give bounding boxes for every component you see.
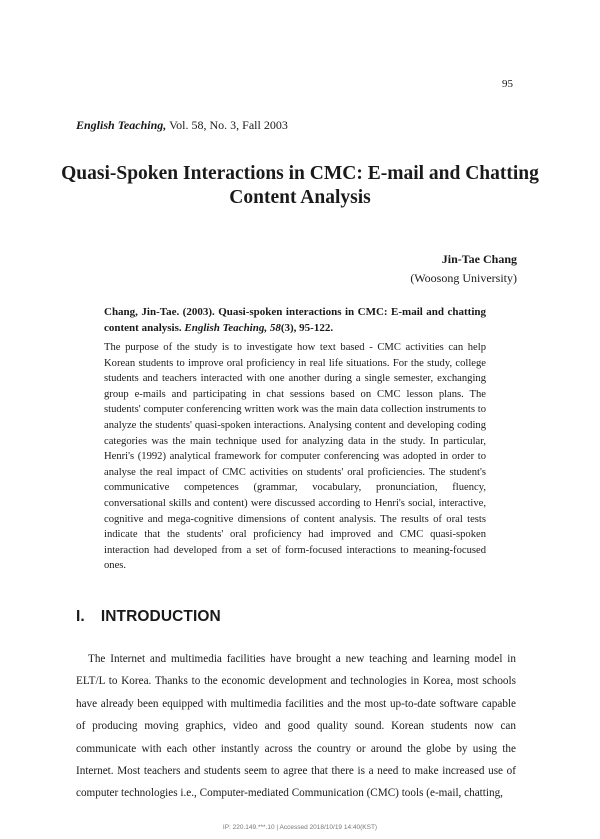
abstract: The purpose of the study is to investigate how text based - CMC activities can help Korean students to improve oral proficiency in real life situations. For the study, college students and teachers interacted with one another during a single semester, exchanging group e-mails and participating in chat sessions based on CMC lesson plans. The students' computer conferencing written work was the main data collection instruments to analyze the students' quasi-spoken interactions. Analysing content and developing coding categories was the main technique used for analyzing data in the study. In particular, Henri's (1992) analytical framework for computer conferencing was adopted in order to analyse the real impact of CMC activities on students' oral proficiencies. The student's communicative competences (grammar, vocabulary, pronunciation, fluency, conversational skills and content) were discussed according to Henri's social, interactive, cognitive and mega-cognitive dimensions of content analysis. The results of oral tests indicate that the students' oral proficiency had improved and CMC quasi-spoken interaction had developed from a set of form-focused interactions to meaning-focused ones. (104, 342, 486, 572)
section-heading (76, 608, 221, 626)
author-name: Jin-Tae Chang (441, 252, 517, 266)
citation (104, 304, 486, 336)
journal-name: English Teaching, (76, 118, 167, 132)
citation-suffix: (3), 95-122. (280, 322, 334, 334)
journal-details: Vol. 58, No. 3, Fall 2003 (169, 118, 288, 132)
paper-title: Quasi-Spoken Interactions in CMC: E-mail and Chatting Content Analysis (61, 163, 539, 208)
page-number: 95 (502, 78, 513, 90)
body-paragraph: The Internet and multimedia facilities have brought a new teaching and learning model in ELT/L to Korea. Thanks to the economic development and technologies in Korea, most schools have already been equipped with multimedia facilities and the most up-to-date software capable of producing moving graphics, video and good quality sound. Korean students now can communicate with each other instantly across the country or around the globe by using the Internet. Most teachers and students seem to agree that there is a need to make increased use of computer technologies i.e., Computer-mediated Communication (CMC) tools (e-mail, chatting, (76, 653, 516, 800)
access-footer: IP: 220.149.***.10 | Accessed 2018/10/19 14:40(KST) (222, 824, 378, 831)
section-number: I. (76, 608, 85, 625)
journal-line (76, 118, 288, 133)
section-title: INTRODUCTION (100, 608, 221, 625)
citation-prefix: Chang, Jin-Tae. (2003). Quasi-spoken interactions in CMC: E-mail and chatting content analysis. (104, 306, 486, 334)
citation-journal: English Teaching, 58 (184, 322, 281, 334)
author-block (410, 250, 517, 288)
author-affiliation: (Woosong University) (410, 271, 517, 285)
